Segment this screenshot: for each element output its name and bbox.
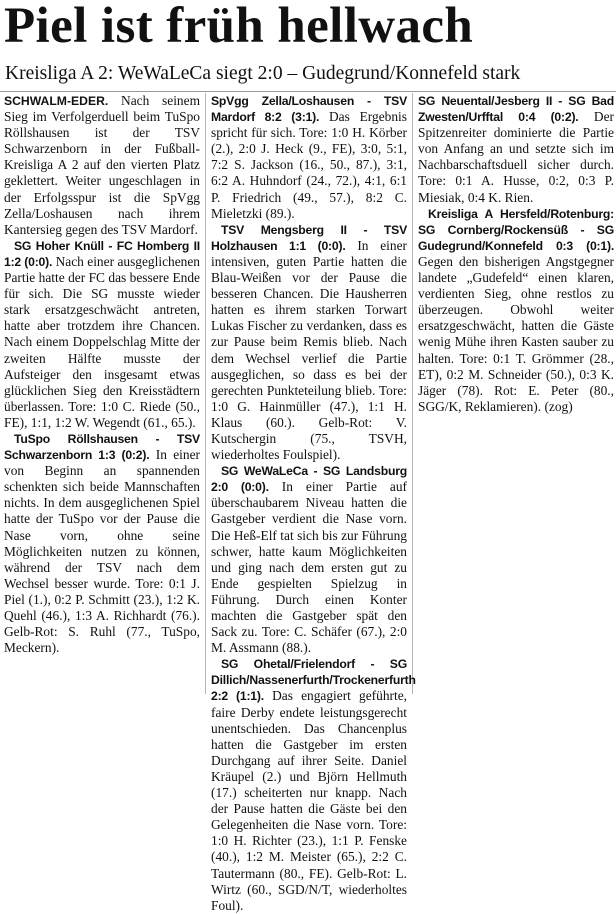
match-text: Das Ergebnis spricht für sich. Tore: 1:0 H. Körber (2.), 2:0 J. Heck (9., FE), 3:0, 5:1, 7:2 S. Jackson (16., 50., 87.), 3:1, 6:2 A. Huhndorf (24., 72.), 4:1, 6:1 P. Friedrich (49., 57.), 8:2 C. Mieletzki (89.). bbox=[211, 109, 407, 221]
dateline: SCHWALM-EDER. bbox=[4, 94, 109, 108]
article-column bbox=[418, 93, 614, 694]
match-report bbox=[4, 431, 200, 656]
match-text: In einer intensiven, guten Partie hatten die Blau-Weißen vor der Pause die besseren Chancen. Die Hausherren hatten es ihrem starken Torwart Lukas Fischer zu verdanken, dass es zur Pause beim Remis blieb. Nach dem Wechsel verlief die Partie ausgeglichen, so dass es bei der gerechten Punkteteilung blieb. Tore: 1:0 G. Hainmüller (47.), 1:1 H. Klaus (60.). Gelb-Rot: V. Kutschergin (75., TSVH, wiederholtes Foulspiel). bbox=[211, 237, 407, 463]
match-heading: SpVgg Zella/Loshausen - TSV Mardorf 8:2 (3:1). bbox=[211, 94, 407, 125]
intro-paragraph bbox=[4, 93, 200, 238]
match-heading: SG Hoher Knüll - FC Homberg II 1:2 (0:0). bbox=[4, 238, 200, 269]
match-heading: TSV Mengsberg II - TSV Holzhausen 1:1 (0:0). bbox=[211, 222, 407, 253]
match-report bbox=[418, 206, 614, 415]
header-divider bbox=[0, 91, 616, 92]
headline: Piel ist früh hellwach bbox=[4, 0, 474, 54]
match-heading: TuSpo Röllshausen - TSV Schwarzenborn 1:3 (0:2). bbox=[4, 431, 200, 463]
column-divider bbox=[205, 93, 206, 694]
match-text: Der Spitzenreiter dominierte die Partie von Anfang an und setzte sich im Nachbarschaftsduell sicher durch. Tore: 0:1 A. Husse, 0:2, 0:3 P. Miesiak, 0:4 K. Rien. bbox=[418, 109, 614, 205]
match-report bbox=[4, 238, 200, 431]
match-text: Das engagiert geführte, faire Derby endete leistungsgerecht unentschieden. Das Chancenplus hatten die Gastgeber im ersten Durchgang auf ihrer Seite. Daniel Kräupel (2.) und Björn Hellmuth (17.) scheiterten nur knapp. Nach der Pause hatten die Gäste bei den Gelegenheiten die Nase vorn. Tore: 1:0 H. Richter (23.), 1:1 P. Fenske (40.), 1:2 M. Meister (65.), 2:2 C. Tautermann (80., FE). Gelb-Rot: L. Wirtz (60., SGD/N/T, wiederholtes Foul). bbox=[211, 688, 407, 913]
match-heading: SG Ohetal/Frielendorf - SG Dillich/Nassenerfurth/Trockenerfurth 2:2 (1:1). bbox=[211, 657, 416, 704]
subheadline: Kreisliga A 2: WeWaLeCa siegt 2:0 – Gudegrund/Konnefeld stark bbox=[5, 63, 521, 84]
match-text: In einer Partie auf überschaubarem Niveau hatten die Gastgeber verdient die Nase vorn. Die Heß-Elf tat sich bis zur Führung schwer, hatte kaum Möglichkeiten und ging nach dem ersten gut zu Ende gespielten Spielzug in Führung. Durch einen Konter machten die Gastgeber spät den Sack zu. Tore: C. Schäfer (67.), 2:0 M. Assmann (88.). bbox=[211, 479, 407, 656]
match-report bbox=[211, 463, 407, 656]
match-text: Gegen den bisherigen Angstgegner landete „Gudefeld“ einen klaren, verdienten Sieg, ohne restlos zu überzeugen. Obwohl weiter ersatzgeschwächt, hatten die Gäste wenig Mühe ihren Kasten sauber zu halten. Tore: 0:1 T. Grömmer (28., ET), 0:2 M. Schneider (50.), 0:3 K. Jäger (78). Rot: E. Peter (80., SGG/K, Reklamieren). (zog) bbox=[418, 253, 614, 414]
match-heading: SG Neuental/Jesberg II - SG Bad Zwesten/Urfftal 0:4 (0:2). bbox=[418, 94, 614, 125]
match-text: Nach einer ausgeglichenen Partie hatte der FC das bessere Ende für sich. Die SG musste wieder stark ersatzgeschwächt antreten, hatte aber trotzdem ihre Chancen. Nach einem Doppelschlag Mitte der zweiten Hälfte musste der Aufsteiger den insgesamt etwas glücklichen Sieg den Kreisstädtern überlassen. Tore: 1:0 C. Riede (50., FE), 1:1, 1:2 W. Wegendt (61., 65.). bbox=[4, 253, 200, 430]
match-report bbox=[211, 656, 416, 914]
match-heading: Kreisliga A Hersfeld/Rotenburg: SG Cornberg/Rockensüß - SG Gudegrund/Konnefeld 0:3 (0:1). bbox=[418, 206, 614, 253]
match-report bbox=[211, 93, 407, 222]
intro-text: Nach seinem Sieg im Verfolgerduell beim TuSpo Röllshausen ist der TSV Schwarzenborn in der Fußball-Kreisliga A 2 auf den vierten Platz geklettert. Weiter ungeschlagen in der Erfolgsspur ist die SpVgg Zella/Loshausen nach ihrem Kantersieg gegen des TSV Mardorf. bbox=[4, 93, 200, 237]
match-report bbox=[211, 222, 407, 463]
match-text: In einer von Beginn an spannenden schenkten sich beide Mannschaften nichts. In dem ausgeglichenen Spiel hatte der TuSpo vor der Pause die Nase vorn, ohne seine Möglichkeiten nutzen zu können, während der TSV nach dem Wechsel besser wurde. Tore: 0:1 J. Piel (1.), 0:2 P. Schmitt (23.), 1:2 K. Quehl (46.), 1:3 A. Richhardt (76.). Gelb-Rot: S. Ruhl (77., TuSpo, Meckern). bbox=[4, 447, 200, 656]
match-report bbox=[418, 93, 614, 206]
column-divider bbox=[412, 93, 413, 694]
article-column bbox=[211, 93, 416, 913]
article-column bbox=[4, 93, 200, 694]
match-heading: SG WeWaLeCa - SG Landsburg 2:0 (0:0). bbox=[211, 464, 407, 495]
